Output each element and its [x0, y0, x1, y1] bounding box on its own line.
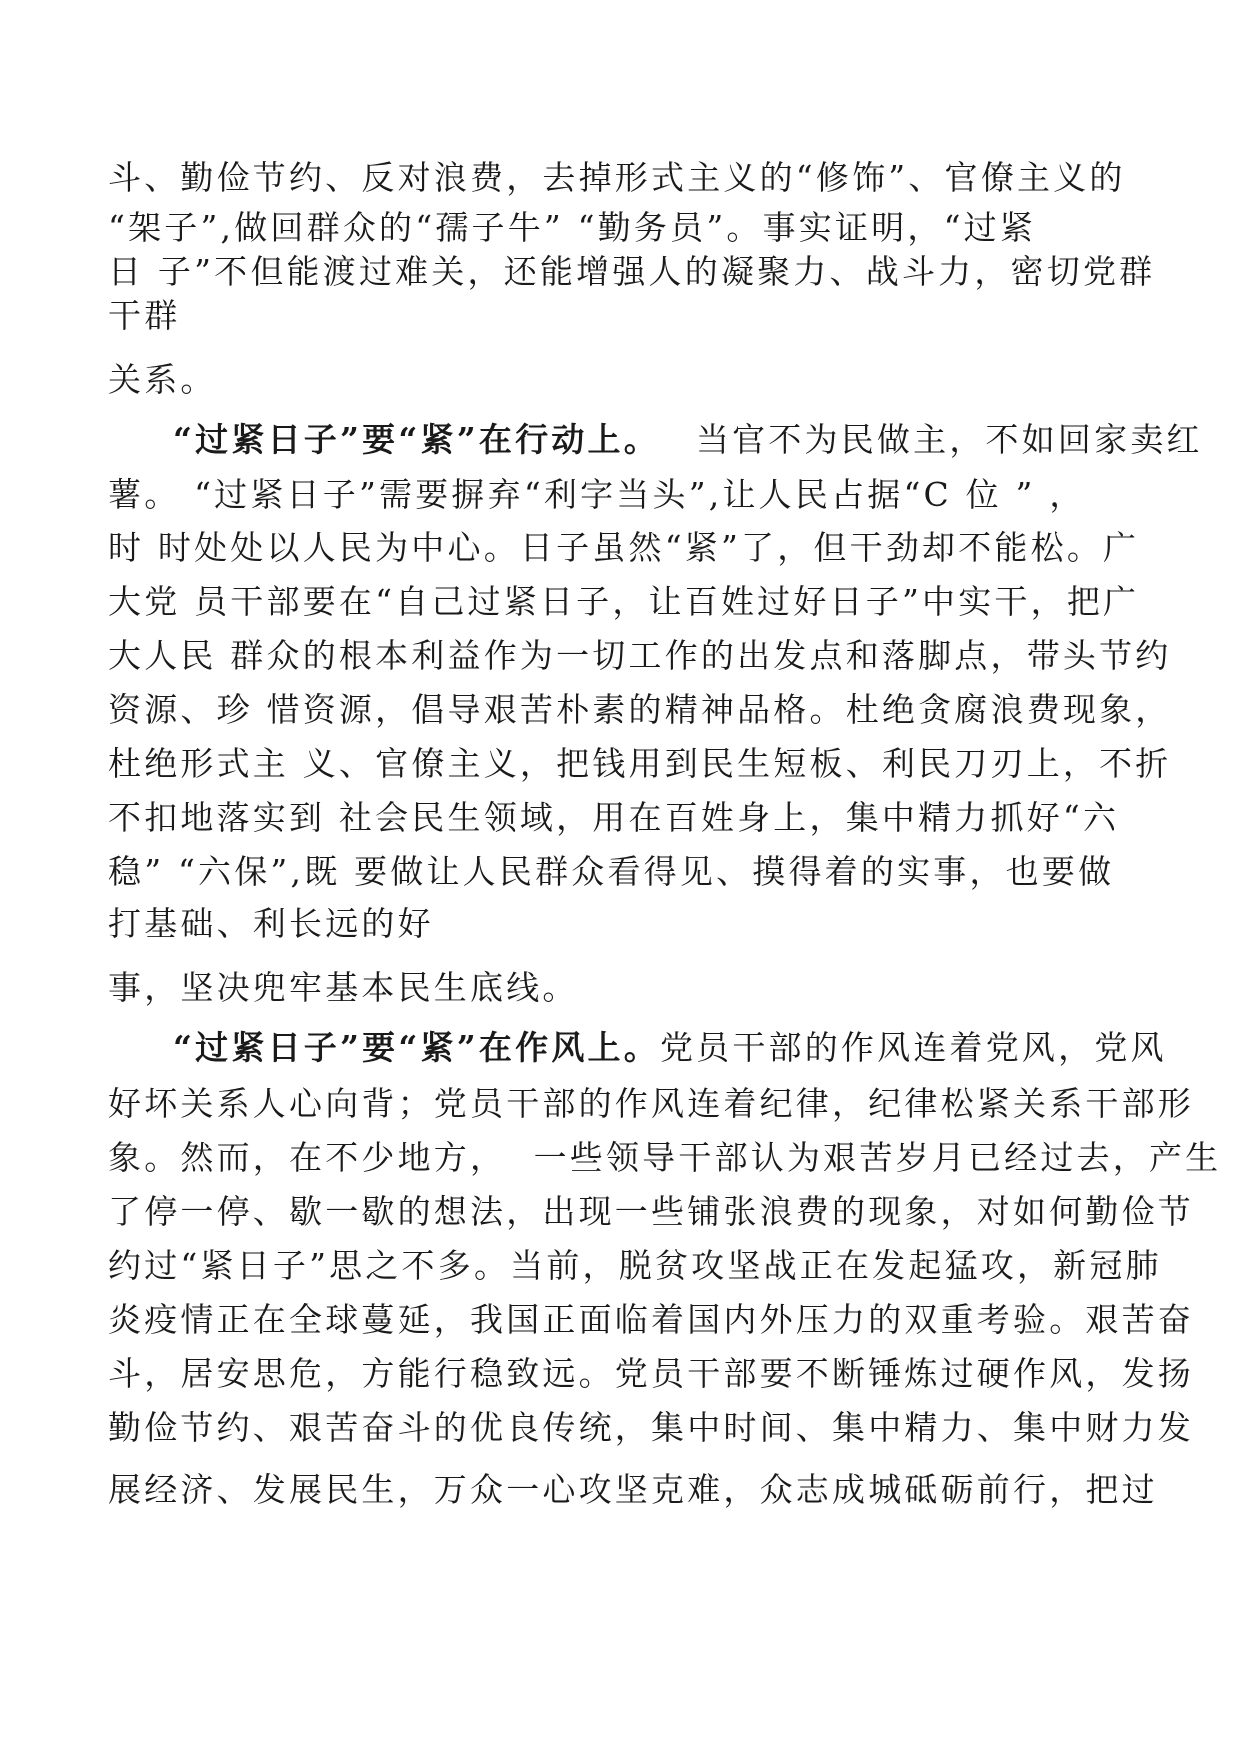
text-line: 象。然而，在不少地方， 一些领导干部认为艰苦岁月已经过去，产生: [108, 1138, 1222, 1177]
text-line: 约过“紧日子”思之不多。当前，脱贫攻坚战正在发起猛攻，新冠肺: [108, 1246, 1162, 1285]
text-line: 稳” “六保”,既 要做让人民群众看得见、摸得着的实事，也要做: [108, 852, 1115, 891]
section-heading-action: “过紧日子”要“紧”在行动上。: [173, 420, 660, 459]
text-line: 展经济、发展民生，万众一心攻坚克难，众志成城砥砺前行，把过: [108, 1470, 1158, 1509]
text-line: 打基础、利长远的好: [108, 904, 434, 943]
text-line: 大人民 群众的根本利益作为一切工作的出发点和落脚点，带头节约: [108, 636, 1172, 675]
text-line: 不扣地落实到 社会民生领域，用在百姓身上，集中精力抓好“六: [108, 798, 1120, 837]
text-line: 薯。 “过紧日子”需要摒弃“利字当头”,让人民占据“C 位 ” ，: [108, 475, 1086, 514]
text-line: 炎疫情正在全球蔓延，我国正面临着国内外压力的双重考验。艰苦奋: [108, 1300, 1194, 1339]
paragraph-first-line: [108, 1028, 1167, 1068]
paragraph-first-line: [108, 420, 1203, 460]
text-line: 斗，居安思危，方能行稳致远。党员干部要不断锤炼过硬作风，发扬: [108, 1354, 1194, 1393]
text-line: 勤俭节约、艰苦奋斗的优良传统，集中时间、集中精力、集中财力发: [108, 1408, 1194, 1447]
text-line: 资源、珍 惜资源，倡导艰苦朴素的精神品格。杜绝贪腐浪费现象，: [108, 690, 1172, 729]
text-line: 日 子”不但能渡过难关，还能增强人的凝聚力、战斗力，密切党群: [108, 252, 1156, 291]
text-line: 事，坚决兜牢基本民生底线。: [108, 968, 579, 1007]
text-line: 大党 员干部要在“自己过紧日子，让百姓过好日子”中实干，把广: [108, 582, 1140, 621]
section-heading-style: “过紧日子”要“紧”在作风上。: [173, 1028, 660, 1067]
text-line: “架子”,做回群众的“孺子牛” “勤务员”。事实证明，“过紧: [108, 208, 1037, 247]
text-segment: 当官不为民做主，不如回家卖红: [695, 420, 1203, 459]
text-line: 好坏关系人心向背；党员干部的作风连着纪律，纪律松紧关系干部形: [108, 1084, 1194, 1123]
text-line: 斗、勤俭节约、反对浪费，去掉形式主义的“修饰”、官僚主义的: [108, 158, 1126, 197]
text-line: 关系。: [108, 360, 217, 399]
text-line: 时 时处处以人民为中心。日子虽然“紧”了，但干劲却不能松。广: [108, 528, 1140, 567]
text-line: 杜绝形式主 义、官僚主义，把钱用到民生短板、利民刀刃上，不折: [108, 744, 1172, 783]
text-line: 了停一停、歇一歇的想法，出现一些铺张浪费的现象，对如何勤俭节: [108, 1192, 1194, 1231]
text-line: 干群: [108, 296, 181, 335]
text-segment: 党员干部的作风连着党风，党风: [659, 1028, 1167, 1067]
